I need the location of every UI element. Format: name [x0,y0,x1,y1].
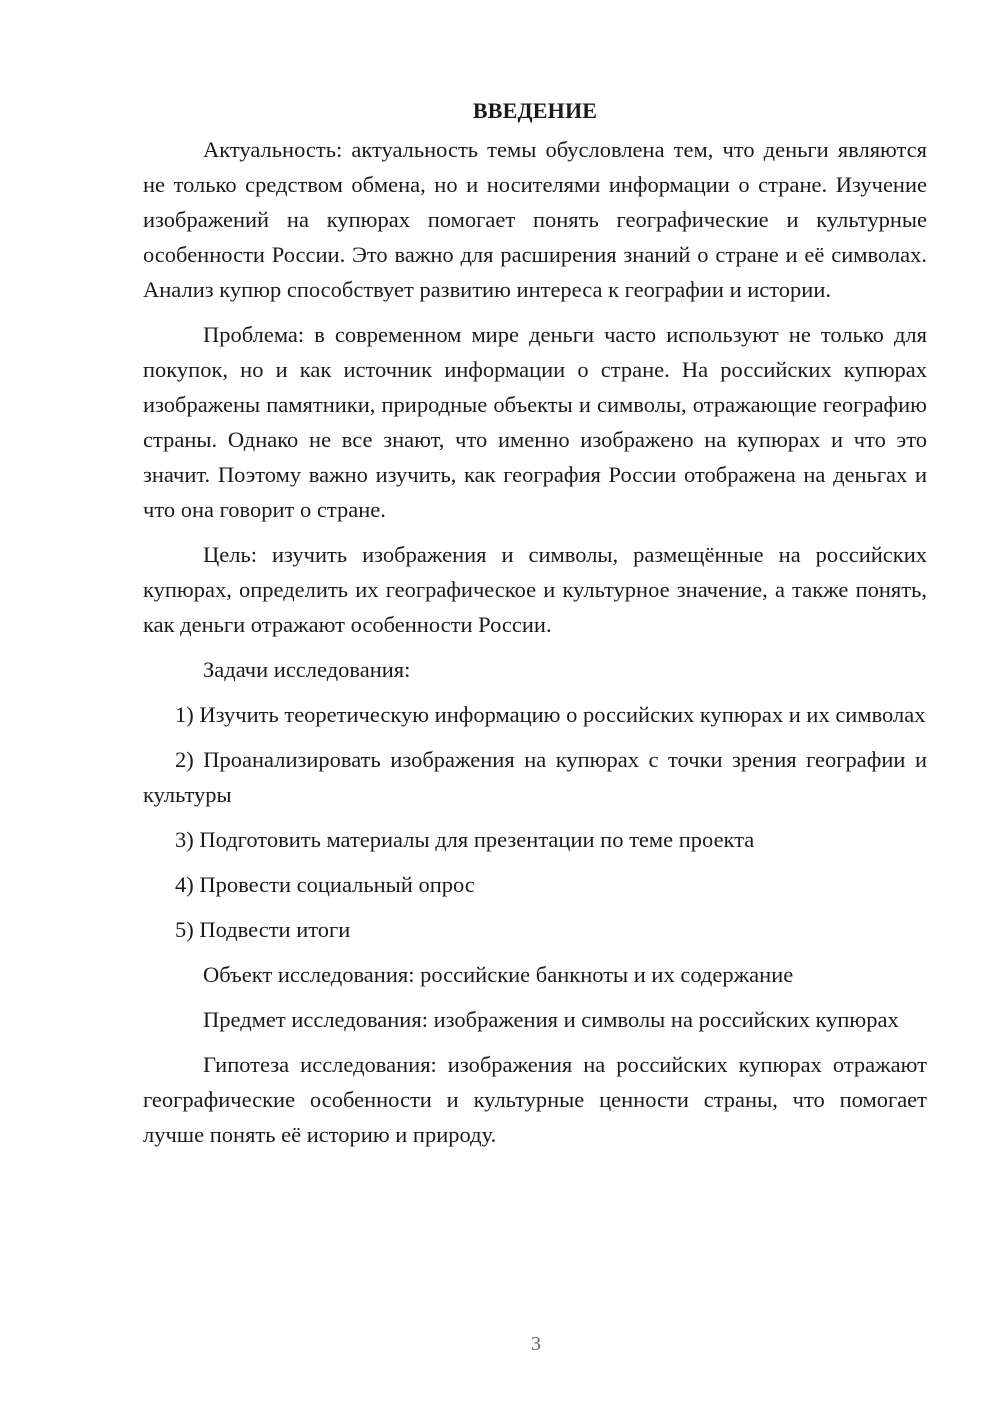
relevance-paragraph: Актуальность: актуальность темы обусловлена тем, что деньги являются не только средством обмена, но и носителями информации о стране. Изучение изображений на купюрах помогает понять географические и культурные особенности России. Это важно для расширения знаний о стране и её символах. Анализ купюр способствует развитию интереса к географии и истории. [143,137,927,302]
goal-paragraph: Цель: изучить изображения и символы, размещённые на российских купюрах, определить их географическое и культурное значение, а также понять, как деньги отражают особенности России. [143,542,927,637]
task-item-1: 1) Изучить теоретическую информацию о российских купюрах и их символах [175,702,926,727]
subject-paragraph: Предмет исследования: изображения и символы на российских купюрах [203,1007,899,1032]
page-number: 3 [531,1333,541,1355]
task-item-3: 3) Подготовить материалы для презентации по теме проекта [175,827,755,852]
document-page [143,96,927,1162]
task-item-2: 2) Проанализировать изображения на купюрах с точки зрения географии и культуры [143,747,927,807]
hypothesis-paragraph: Гипотеза исследования: изображения на российских купюрах отражают географические особенности и культурные ценности страны, что помогает лучше понять её историю и природу. [143,1052,927,1147]
tasks-title: Задачи исследования: [203,657,411,682]
section-heading: ВВЕДЕНИЕ [472,98,598,123]
task-item-4: 4) Провести социальный опрос [175,872,475,897]
problem-paragraph: Проблема: в современном мире деньги часто используют не только для покупок, но и как источник информации о стране. На российских купюрах изображены памятники, природные объекты и символы, отражающие географию страны. Однако не все знают, что именно изображено на купюрах и что это значит. Поэтому важно изучить, как география России отображена на деньгах и что она говорит о стране. [143,322,927,522]
task-item-5: 5) Подвести итоги [175,917,351,942]
object-paragraph: Объект исследования: российские банкноты и их содержание [203,962,794,987]
